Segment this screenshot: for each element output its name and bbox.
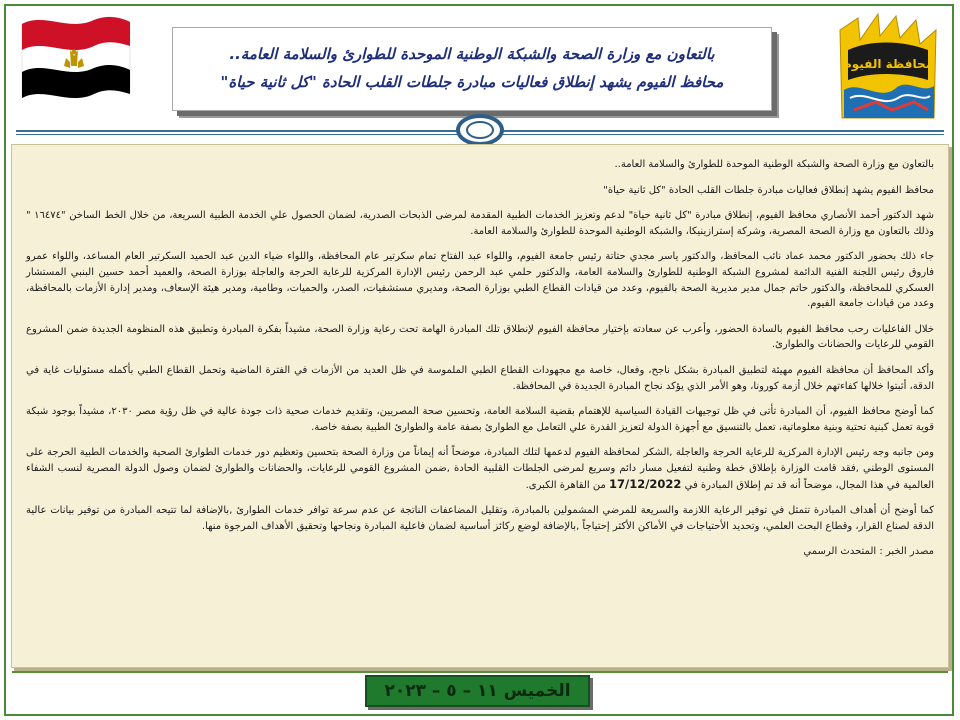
- article-paragraph: جاء ذلك بحضور الدكتور محمد عماد نائب المحافظ، والدكتور ياسر مجدي حتاتة رئيس جامعة الفيوم، واللواء عبد الفتاح تمام سكرتير عام المحافظة، واللواء ضياء الدين عبد الحميد السكرتير العام المساعد، واللواء عمرو فاروق رئيس اللجنة الفنية الدائمة لمشروع الشبكة الوطنية للطوارئ والسلامة العامة، والدكتور حلمي عبد الرحمن رئيس الإدارة المركزية للرعاية الحرجة والعاجلة بوزارة الصحة، والعميد أحمد حسين البنبي المستشار العسكري للمحافظة، والدكتور حاتم جمال مدير مديرية الصحة بالفيوم، وعدد من قيادات القطاع الطبي بوزارة الصحة، ومديري مستشفيات، الصدر، والحميات، وطامية، ومدير هيئة الإسعاف، ومدير إدارة الأزمات بالمحافظة، وعدد من قيادات جامعة الفيوم.: [26, 251, 934, 310]
- article-paragraph: كما أوضح أن أهداف المبادرة تتمثل في توفير الرعاية اللازمة والسريعة للمرضي المشمولين بالمبادرة، وتقليل المضاعفات الناتجة عن عدم سرعة توافر خدمات الطوارئ ,بالإضافة لما تتيحه المبادرة من توفير بيانات عالية الدقة لصناع القرار، وقطاع البحث العلمي، وتحديد الأحتياجات في الأماكن الأكثر إحتياجاً ,بالإضافة لوضع ركائز أساسية لضمان فاعلية المبادرة ونجاحها وتحقيق الأهداف المرجوة منها.: [26, 505, 934, 532]
- article-body: [11, 144, 949, 668]
- svg-text:محافظة الفيوم: محافظة الفيوم: [842, 57, 934, 71]
- article-paragraph: محافظ الفيوم يشهد إنطلاق فعاليات مبادرة جلطات القلب الحادة "كل ثانية حياة": [603, 184, 934, 196]
- headline-line-1: بالتعاون مع وزارة الصحة والشبكة الوطنية الموحدة للطوارئ والسلامة العامة..: [229, 45, 715, 63]
- article-text: من القاهرة الكبرى.: [525, 479, 606, 491]
- headline-line-2: محافظ الفيوم يشهد إنطلاق فعاليات مبادرة جلطات القلب الحادة "كل ثانية حياة": [220, 73, 724, 91]
- date-badge: [365, 675, 590, 707]
- launch-date: 17/12/2022: [609, 476, 682, 491]
- news-source: مصدر الخبر : المتحدث الرسمي: [803, 546, 934, 558]
- article-paragraph: وأكد المحافظ أن محافظة الفيوم مهيئة لتطبيق المبادرة بشكل ناجح، وفعال، خاصة مع مجهودات القطاع الطبي الملموسة في ظل العديد من الأزمات في الفترة الماضية وتحمل القطاع الطبي بأكمله مسئوليات غاية في الدقة، أثبتوا خلالها كفاءتهم خلال أزمة كورونا، وهو الأمر الذي يؤكد نجاح المبادرة الجديدة في المحافظة.: [26, 364, 934, 392]
- article-paragraph: [26, 445, 934, 493]
- headline-box: [172, 27, 772, 111]
- article-paragraph: بالتعاون مع وزارة الصحة والشبكة الوطنية الموحدة للطوارئ والسلامة العامة..: [614, 159, 934, 170]
- article-paragraph: كما أوضح محافظ الفيوم، أن المبادرة تأتى في ظل توجيهات القيادة السياسية للإهتمام بقضية السلامة العامة، وتحسين صحة المصريين، وتقديم خدمات صحية ذات جودة عالية في ظل رؤية مصر ٢٠٣٠، مشيداً بوجود شبكة قوية تعمل كبنية تحتية وبنية معلوماتية، تعمل بالتنسيق مع أجهزة الدولة لتعزيز القدرة علي التعامل مع الطوارئ بصفة عامة والطوارئ الطبية بصفة خاصة.: [26, 406, 934, 433]
- article-paragraph: خلال الفاعليات رحب محافظ الفيوم بالسادة الحضور، وأعرب عن سعادته بإختيار محافظة الفيوم لإنطلاق تلك المبادرة الهامة تحت رعاية وزارة الصحة، مشيداً بفكرة المبادرة وتطبيق هذه المنظومة الجديدة ضمن المشروع القومي للرعايات والحضانات والطوارئ.: [26, 323, 934, 351]
- article-paragraph: شهد الدكتور أحمد الأنصاري محافظ الفيوم، إنطلاق مبادرة "كل ثانية حياة" لدعم وتعزيز الخدمات الطبية المقدمة لمرضى الذبحات الصدرية، لضمان الحصول علي الخدمة الطبية السريعة، من خلال الخط الساخن "١٦٤٧٤ " وذلك بالتعاون مع وزارة الصحة المصرية، وشركة إسترازينيكا، والشبكة الوطنية الموحدة للطوارئ والسلامة العامة.: [26, 210, 934, 237]
- date-label: الخميس ١١ – ٥ – ٢٠٢٣: [384, 681, 571, 701]
- fayoum-governorate-logo: [830, 10, 945, 125]
- separator-ring-inner-icon: [466, 121, 494, 139]
- egypt-flag-icon: [14, 10, 134, 110]
- article-text: ومن جانبه وجه رئيس الإدارة المركزية للرعاية الحرجة والعاجلة ,الشكر لمحافظة الفيوم لدعمها لتلك المبادرة، موضحاً أنه إيماناً من وزارة الصحة بتحسين وتعظيم دور خدمات الطوارئ الصحية والخدمات الطبية الحرجة على المستوى الوطني ,فقد قامت الوزارة بإطلاق خطة وطنية لتفعيل مسار دائم وسريع لمرضى الجلطات القلبية الحادة ,ضمن المشروع القومي للرعايات، والحضانات والطوارئ لضمان وصول الدولة المصرية لنسب الشفاء العالمية في هذا المجال، موضحاً أنه قد تم إطلاق المبادرة في: [26, 447, 934, 491]
